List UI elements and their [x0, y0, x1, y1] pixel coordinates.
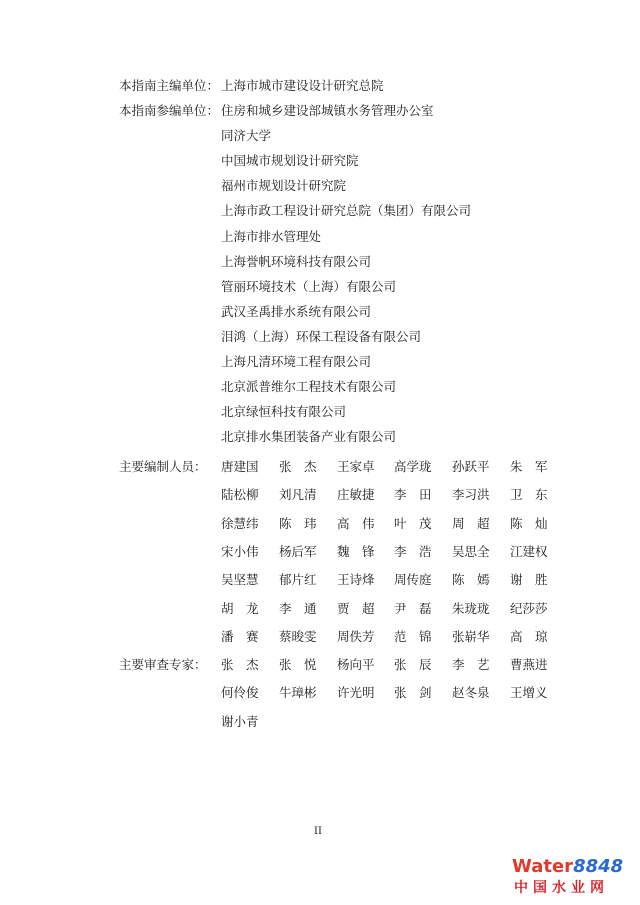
chief-editor-value: 上海市城市建设设计研究总院	[221, 78, 384, 93]
editors-name: 陈 玮	[279, 515, 317, 531]
editors-name: 纪莎莎	[510, 600, 548, 616]
editors-name: 周传庭	[394, 572, 432, 588]
editors-name: 陆松柳	[221, 487, 259, 503]
reviewers-name: 牛璋彬	[279, 685, 317, 701]
editors-name: 张 杰	[279, 459, 317, 474]
participating-unit: 上海凡清环境工程有限公司	[221, 354, 372, 369]
reviewers-name: 张 辰	[394, 657, 432, 672]
participating-unit: 北京绿恒科技有限公司	[221, 404, 347, 420]
editors-name: 陈 嫣	[452, 572, 490, 588]
participating-unit: 北京派普维尔工程技术有限公司	[221, 379, 397, 395]
editors-name: 李 通	[279, 600, 317, 616]
editors-name: 潘 赛	[221, 628, 259, 644]
editors-name: 朱 军	[510, 459, 548, 474]
reviewers-name: 赵冬泉	[452, 685, 490, 701]
editors-name: 胡 龙	[221, 600, 259, 616]
participating-unit: 住房和城乡建设部城镇水务管理办公室	[221, 103, 434, 118]
editors-name: 李 田	[394, 487, 432, 503]
participating-unit: 福州市规划设计研究院	[221, 178, 347, 194]
editors-name: 陈 灿	[510, 515, 548, 531]
editors-name: 张崭华	[452, 628, 490, 644]
editors-name: 孙跃平	[452, 459, 490, 474]
editors-name: 吴思全	[452, 543, 490, 559]
reviewers-name: 何伶俊	[221, 685, 259, 701]
watermark-cn: 中国水业网	[514, 880, 609, 896]
participating-unit: 上海誉帆环境科技有限公司	[221, 253, 372, 269]
editors-name: 吴坚慧	[221, 572, 259, 588]
editors-name: 李习洪	[452, 487, 490, 503]
editors-name: 魏 锋	[337, 543, 375, 559]
editors-name: 蔡晙雯	[279, 628, 317, 644]
editors-name: 贾 超	[337, 600, 375, 616]
reviewers-name: 许光明	[337, 685, 375, 701]
participating-unit: 同济大学	[221, 128, 272, 144]
page-number: II	[314, 826, 322, 837]
editors-name: 谢 胜	[510, 572, 548, 588]
editors-name: 王家卓	[337, 459, 375, 474]
editors-name: 郁片红	[279, 572, 317, 588]
editors-name: 尹 磊	[394, 600, 432, 616]
reviewers-name: 张 悦	[279, 657, 317, 672]
editors-name: 范 锦	[394, 628, 432, 644]
reviewers-name: 曹燕进	[510, 657, 548, 672]
editors-name: 杨后军	[279, 543, 317, 559]
reviewers-name: 谢小青	[221, 713, 259, 729]
editors-name: 周 超	[452, 515, 490, 531]
reviewers-name: 杨向平	[337, 657, 375, 672]
reviewers-name: 李 艺	[452, 657, 490, 672]
editors-name: 高 伟	[337, 515, 375, 531]
editors-name: 徐慧纬	[221, 515, 259, 531]
reviewers-name: 张 剑	[394, 685, 432, 701]
participating-unit: 武汉圣禹排水系统有限公司	[221, 303, 372, 319]
reviewers-label: 主要审查专家：	[119, 657, 207, 672]
editors-name: 高学珑	[394, 459, 432, 474]
editors-label: 主要编制人员：	[119, 459, 207, 474]
participating-unit: 中国城市规划设计研究院	[221, 153, 359, 169]
participating-unit: 上海市政工程设计研究总院（集团）有限公司	[221, 203, 472, 219]
editors-name: 李 浩	[394, 543, 432, 559]
chief-editor-line	[119, 78, 384, 94]
editors-name: 王诗烽	[337, 572, 375, 588]
editors-name: 高 琼	[510, 628, 548, 644]
participating-unit: 上海市排水管理处	[221, 228, 322, 244]
editors-name: 庄敏捷	[337, 487, 375, 503]
editors-name: 朱珑珑	[452, 600, 490, 616]
watermark-brand-a: Water	[512, 856, 574, 877]
chief-editor-label: 本指南主编单位：	[119, 78, 220, 93]
participating-label: 本指南参编单位：	[119, 103, 220, 118]
editors-name: 卫 东	[510, 487, 548, 503]
participating-unit: 北京排水集团装备产业有限公司	[221, 429, 397, 445]
editors-name: 叶 茂	[394, 515, 432, 531]
editors-name: 刘凡清	[279, 487, 317, 503]
editors-name: 江建权	[510, 543, 548, 559]
water8848-watermark-logo	[512, 856, 632, 898]
reviewers-name: 王增义	[510, 685, 548, 701]
editors-name: 周佚芳	[337, 628, 375, 644]
watermark-brand-b: 8848	[573, 856, 624, 877]
editors-name: 唐建国	[221, 459, 259, 474]
participating-unit: 泪鸿（上海）环保工程设备有限公司	[221, 328, 422, 344]
participating-unit: 管丽环境技术（上海）有限公司	[221, 278, 397, 294]
editors-name: 宋小伟	[221, 543, 259, 559]
reviewers-name: 张 杰	[221, 657, 259, 672]
